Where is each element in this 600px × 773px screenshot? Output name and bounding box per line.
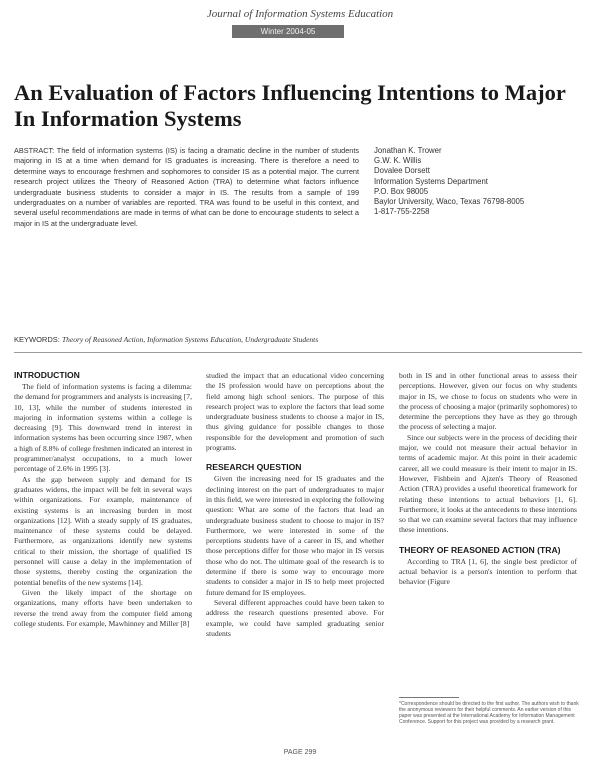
page-number: PAGE 299 xyxy=(283,749,317,756)
column-1 xyxy=(14,370,192,629)
affiliation-line: P.O. Box 98005 xyxy=(374,186,429,196)
paragraph: Given the increasing need for IS graduates and the declining interest on the part of undergraduates to major in this field, we were interested in exploring the following question: What are some of the factors that lead an undergraduate business student to choose to major in IS? Furthermore, we were interested in some of the perceptions students have of a career in IS, and whether those perceptions differ for those who major in IS versus those who do not. The ultimate goal of the research is to determine if there is some way to encourage more students to consider a major in IS to help meet projected future demand for IS employees. xyxy=(206,474,384,597)
paragraph: studied the impact that an educational video concerning the IS profession would have on perceptions about the field among high school seniors. The purpose of this research project was to explore the factors that lead some undergraduate business students to choose a major in IS, thus giving guidance for possible changes to those responsible for the development and promotion of such programs. xyxy=(206,371,384,453)
volume-label: Winter 2004-05 xyxy=(232,25,344,38)
column-3 xyxy=(399,371,577,588)
section-heading-research-question: RESEARCH QUESTION xyxy=(206,462,302,473)
author-name: Dovalee Dorsett xyxy=(374,166,430,176)
affiliation-line: Baylor University, Waco, Texas 76798-8005 xyxy=(374,197,525,207)
footnote: *Correspondence should be directed to the first author. The authors wish to thank the anonymous reviewers for their helpful comments. An earlier version of this paper was presented at the International Academy for Information Management Conference. Support for this project was provided by a research grant. xyxy=(399,701,579,725)
paragraph: both in IS and in other functional areas to assess their perceptions. However, given our focus on why students major in IS, we chose to focus on students who were in the process of choosing a major (primarily sophomores) to determine the perceptions they have as they go through the process of selecting a major. xyxy=(399,371,577,432)
paragraph: Several different approaches could have been taken to address the research questions presented above. For example, we could have sampled graduating senior students xyxy=(206,597,384,638)
paragraph: According to TRA [1, 6], the single best predictor of actual behavior is a person's intention to perform that behavior (Figure xyxy=(399,556,577,587)
paragraph: The field of information systems is facing a dilemma: the demand for programmers and analysts is increasing [7, 10, 13], while the number of students interested in majoring in information systems within a college is decreasing [9]. This downward trend in interest in information systems has been occurring since 1987, when a high of 8.8% of college freshmen indicated an interest in programmer/analyst occupations, to a much lower percentage of 2.6% in 1995 [3]. xyxy=(14,382,192,474)
section-heading-introduction: INTRODUCTION xyxy=(14,370,80,380)
paragraph: As the gap between supply and demand for IS graduates widens, the impact will be felt in several ways within organizations. For example, maintenance of existing systems is an increasing burden in most organizations [12]. With a steady supply of IS graduates, maintenance of these systems could be delayed. Furthermore, as organizations identify new systems critical to their mission, the shortage of qualified IS personnel will cause a delay in the implementation of those systems, thereby costing the organization the potential benefits of the new systems [14]. xyxy=(14,474,192,587)
keywords-label: KEYWORDS: xyxy=(14,335,60,344)
keywords xyxy=(14,335,584,344)
affiliation-line: 1-817-755-2258 xyxy=(374,207,430,217)
journal-name: Journal of Information Systems Education xyxy=(206,8,394,20)
paragraph: Since our subjects were in the process of deciding their major, we could not measure their actual behavior in terms of academic major. At this point in their academic career, all we could measure is their intent to major in IS. However, Fishbein and Ajzen's Theory of Reasoned Action (TRA) provides a useful theoretical framework for relating these intentions to actual behaviors [1, 6]. Furthermore, it looks at the antecedents to these intentions so that we can examine several factors that may influence these intentions. xyxy=(399,432,577,535)
author-name: Jonathan K. Trower xyxy=(374,146,442,155)
author-block xyxy=(374,146,594,217)
paper-title: An Evaluation of Factors Influencing Intentions to Major In Information Systems xyxy=(14,80,566,131)
divider xyxy=(14,352,582,353)
author-name: G.W. K. Willis xyxy=(374,156,422,166)
paragraph: Given the likely impact of the shortage on organizations, many efforts have been undertaken to reverse the trend away from the computer field among college students. For example, Mawhinney and Miller [8] xyxy=(14,587,192,628)
column-2 xyxy=(206,371,384,639)
abstract: ABSTRACT: The field of information systems (IS) is facing a dramatic decline in the number of students majoring in IS at a time when demand for IS graduates is increasing. There is therefore a need to determine ways to encourage freshmen and sophomores to consider IS as a potential major. The current research project utilizes the Theory of Reasoned Action (TRA) to determine what factors influence undergraduate business students to consider a major in IS. The results from a sample of 199 undergraduates on a number of variables are reported. TRA was found to be useful in this context, and several useful recommendations are made in terms of what can be done to encourage students to select a major in IS at the undergraduate level. xyxy=(14,146,359,228)
affiliation-line: Information Systems Department xyxy=(374,176,488,186)
footnote-divider xyxy=(399,697,459,698)
keywords-value: Theory of Reasoned Action, Information Systems Education, Undergraduate Students xyxy=(61,335,319,344)
section-heading-tra: THEORY OF REASONED ACTION (TRA) xyxy=(399,544,561,555)
